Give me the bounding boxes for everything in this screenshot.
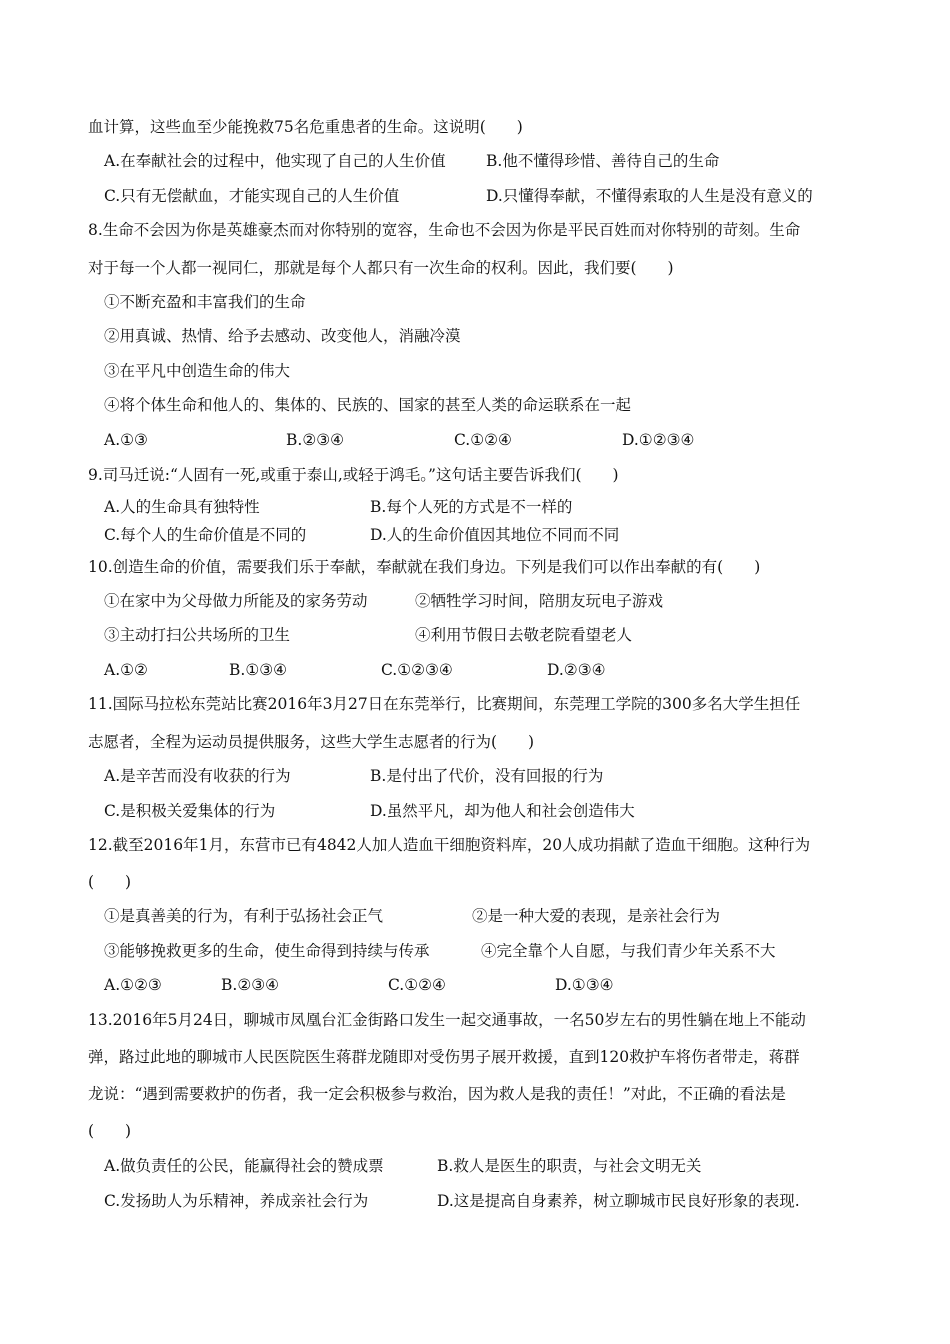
q7-option-b: B.他不懂得珍惜、善待自己的生命	[486, 152, 720, 170]
q12-statement-4: ④完全靠个人自愿，与我们青少年关系不大	[481, 942, 776, 960]
q8-option-a: A.①③	[104, 431, 148, 449]
q10-statement-4: ④利用节假日去敬老院看望老人	[415, 626, 633, 644]
q10-statement-1: ①在家中为父母做力所能及的家务劳动	[104, 592, 368, 610]
q8-statement-2: ②用真诚、热情、给予去感动、改变他人，消融冷漠	[104, 327, 461, 345]
q10-stem: 10.创造生命的价值，需要我们乐于奉献，奉献就在我们身边。下列是我们可以作出奉献的有( )	[88, 558, 761, 576]
q11-option-b: B.是付出了代价，没有回报的行为	[370, 767, 604, 785]
q10-option-d: D.②③④	[547, 661, 606, 679]
q10-option-b: B.①③④	[229, 661, 288, 679]
q12-option-d: D.①③④	[555, 976, 614, 994]
q13-option-b: B.救人是医生的职责，与社会文明无关	[437, 1157, 702, 1175]
q11-option-c: C.是积极关爱集体的行为	[104, 802, 276, 820]
q13-option-c: C.发扬助人为乐精神，养成亲社会行为	[104, 1192, 369, 1210]
q11-stem-line1: 11.国际马拉松东莞站比赛2016年3月27日在东莞举行，比赛期间，东莞理工学院的300多名大学生担任	[88, 695, 801, 713]
q10-option-a: A.①②	[104, 661, 148, 679]
q13-option-a: A.做负责任的公民，能赢得社会的赞成票	[104, 1157, 384, 1175]
q7-option-a: A.在奉献社会的过程中，他实现了自己的人生价值	[104, 152, 446, 170]
q12-option-c: C.①②④	[388, 976, 446, 994]
q13-option-d: D.这是提高自身素养，树立聊城市民良好形象的表现.	[437, 1192, 800, 1210]
q8-option-c: C.①②④	[454, 431, 512, 449]
q12-stem-line2: ( )	[88, 873, 132, 891]
q10-option-c: C.①②③④	[381, 661, 453, 679]
q12-statement-2: ②是一种大爱的表现，是亲社会行为	[472, 907, 721, 925]
q12-statement-3: ③能够挽救更多的生命，使生命得到持续与传承	[104, 942, 430, 960]
q7-option-c: C.只有无偿献血，才能实现自己的人生价值	[104, 187, 400, 205]
q8-option-d: D.①②③④	[622, 431, 695, 449]
q8-statement-1: ①不断充盈和丰富我们的生命	[104, 293, 306, 311]
q12-statement-1: ①是真善美的行为，有利于弘扬社会正气	[104, 907, 384, 925]
q12-option-a: A.①②③	[104, 976, 162, 994]
q12-stem-line1: 12.截至2016年1月，东营市已有4842人加人造血干细胞资料库，20人成功捐献了造血干细胞。这种行为	[88, 836, 811, 854]
q8-stem-line1: 8.生命不会因为你是英雄豪杰而对你特别的宽容，生命也不会因为你是平民百姓而对你特别的苛刻。生命	[88, 221, 801, 239]
q13-stem-line2: 弹，路过此地的聊城市人民医院医生蒋群龙随即对受伤男子展开救援，直到120救护车将伤者带走，蒋群	[88, 1048, 800, 1066]
q8-stem-line2: 对于每一个人都一视同仁，那就是每个人都只有一次生命的权利。因此，我们要( )	[88, 259, 674, 277]
q13-stem-line3: 龙说：“遇到需要救护的伤者，我一定会积极参与救治，因为救人是我的责任！”对此，不正确的看法是	[88, 1085, 786, 1103]
q9-option-a: A.人的生命具有独特性	[104, 498, 260, 516]
q9-option-b: B.每个人死的方式是不一样的	[370, 498, 573, 516]
q13-stem-line1: 13.2016年5月24日，聊城市凤凰台汇金街路口发生一起交通事故，一名50岁左右的男性躺在地上不能动	[88, 1011, 806, 1029]
q8-statement-3: ③在平凡中创造生命的伟大	[104, 362, 291, 380]
q9-option-d: D.人的生命价值因其地位不同而不同	[370, 526, 620, 544]
q7-stem-tail: 血计算，这些血至少能挽救75名危重患者的生命。这说明( )	[88, 118, 523, 136]
q8-statement-4: ④将个体生命和他人的、集体的、民族的、国家的甚至人类的命运联系在一起	[104, 396, 632, 414]
q10-statement-3: ③主动打扫公共场所的卫生	[104, 626, 291, 644]
q11-stem-line2: 志愿者，全程为运动员提供服务，这些大学生志愿者的行为( )	[88, 733, 535, 751]
q10-statement-2: ②牺牲学习时间，陪朋友玩电子游戏	[415, 592, 664, 610]
q13-stem-line4: ( )	[88, 1122, 132, 1140]
q8-option-b: B.②③④	[286, 431, 345, 449]
q9-option-c: C.每个人的生命价值是不同的	[104, 526, 307, 544]
q7-option-d: D.只懂得奉献，不懂得索取的人生是没有意义的	[486, 187, 813, 205]
q12-option-b: B.②③④	[221, 976, 280, 994]
q11-option-a: A.是辛苦而没有收获的行为	[104, 767, 291, 785]
q9-stem: 9.司马迁说:“人固有一死,或重于泰山,或轻于鸿毛。”这句话主要告诉我们( )	[88, 466, 619, 484]
q11-option-d: D.虽然平凡，却为他人和社会创造伟大	[370, 802, 635, 820]
